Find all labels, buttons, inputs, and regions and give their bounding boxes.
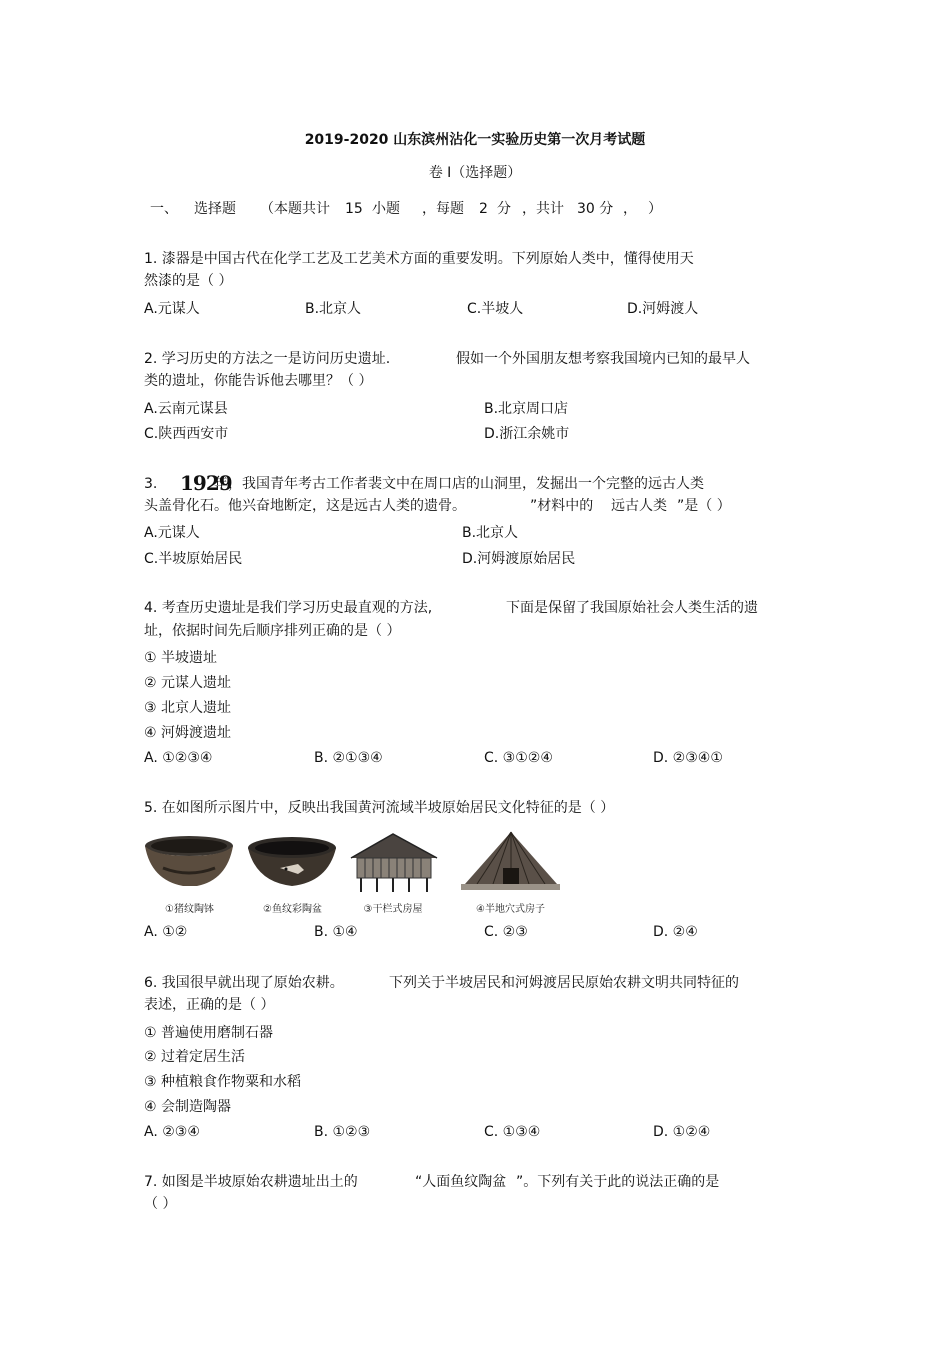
stilt-house-icon [343,828,443,900]
list-item: ① 普遍使用磨制石器 [144,1025,274,1041]
section-number: 一、 [150,201,178,217]
option-d[interactable]: D.浙江余姚市 [484,426,570,442]
option-c[interactable]: C. ②③ [484,924,528,940]
question-text: （ ） [144,1196,177,1212]
list-item: ① 半坡遗址 [144,650,218,666]
page-title: 2019-2020 山东滨州沾化一实验历史第一次月考试题 [304,132,646,148]
question-text: 下面是保留了我国原始社会人类生活的遗 [506,600,758,616]
question-text: 1. 漆器是中国古代在化学工艺及工艺美术方面的重要发明。下列原始人类中，懂得使用天 [144,251,694,267]
option-b[interactable]: B. ①④ [314,924,358,940]
pig-pattern-bowl-image [143,828,236,916]
question-text: 类的遗址，你能告诉他去哪里？（ ） [144,373,373,389]
option-a[interactable]: A.元谋人 [144,525,200,541]
image-caption: ②鱼纹彩陶盆 [263,904,322,915]
question-text: ”。下列有关于此的说法正确的是 [516,1174,720,1190]
question-text: 假如一个外国朋友想考察我国境内已知的最早人 [456,351,750,367]
question-text: 然漆的是（ ） [144,273,233,289]
paper-subtitle: 卷 I（选择题） [428,165,522,181]
question-number: 3. [144,476,158,492]
option-b[interactable]: B.北京人 [305,301,362,317]
question-text: 6. 我国很早就出现了原始农耕。 [144,975,344,991]
option-a[interactable]: A.云南元谋县 [144,401,228,417]
list-item: ③ 北京人遗址 [144,700,232,716]
option-d[interactable]: D. ②③④① [653,750,723,766]
question-text: 头盖骨化石。他兴奋地断定，这是远古人类的遗骨。 [144,498,466,514]
section-text: ，共计 [522,201,564,217]
question-text: 表述，正确的是（ ） [144,997,275,1013]
option-b[interactable]: B.北京周口店 [484,401,569,417]
option-a[interactable]: A. ②③④ [144,1124,200,1140]
option-c[interactable]: C.半坡人 [467,301,524,317]
question-text: “人面鱼纹陶盆 [415,1174,507,1190]
image-caption: ④半地穴式房子 [476,904,545,915]
basin-icon [246,828,339,900]
section-label: 选择题 [194,201,236,217]
question-text: 4. 考查历史遗址是我们学习历史最直观的方法, [144,600,433,616]
fish-pattern-basin-image [246,828,339,916]
question-text: 7. 如图是半坡原始农耕遗址出土的 [144,1174,358,1190]
section-text: ， [623,201,637,217]
option-a[interactable]: A. ①② [144,924,188,940]
list-item: ④ 河姆渡遗址 [144,725,232,741]
list-item: ④ 会制造陶器 [144,1099,232,1115]
option-c[interactable]: C.半坡原始居民 [144,551,243,567]
section-total: 30 分 [577,201,614,217]
list-item: ③ 种植粮食作物粟和水稻 [144,1074,302,1090]
option-d[interactable]: D.河姆渡原始居民 [462,551,576,567]
section-text: 分 [497,201,511,217]
option-c[interactable]: C. ①③④ [484,1124,541,1140]
question-text: 5. 在如图所示图片中，反映出我国黄河流域半坡原始居民文化特征的是（ ） [144,800,615,816]
option-b[interactable]: B.北京人 [462,525,519,541]
list-item: ② 元谋人遗址 [144,675,232,691]
option-c[interactable]: C.陕西西安市 [144,426,229,442]
section-text: （本题共计 [260,201,330,217]
option-a[interactable]: A. ①②③④ [144,750,213,766]
section-text: ） [648,201,662,217]
question-text: ”是（ ） [677,498,731,514]
question-text: 远古人类 [611,498,667,514]
question-text: ”材料中的 [530,498,594,514]
question-text: 年，我国青年考古工作者裴文中在周口店的山洞里，发掘出一个完整的远古人类 [214,476,704,492]
question-text: 址，依据时间先后顺序排列正确的是（ ） [144,623,401,639]
option-d[interactable]: D. ②④ [653,924,698,940]
image-caption: ①猪纹陶钵 [165,904,214,915]
question-text: 下列关于半坡居民和河姆渡居民原始农耕文明共同特征的 [389,975,739,991]
section-points: 2 [479,201,488,217]
semi-subterranean-house-image [457,828,564,916]
option-d[interactable]: D.河姆渡人 [627,301,699,317]
thatched-hut-icon [457,828,564,900]
section-count: 15 [345,201,363,217]
section-text: 小题 [372,201,400,217]
section-text: ，每题 [422,201,464,217]
question-text: 2. 学习历史的方法之一是访问历史遗址. [144,351,391,367]
image-caption: ③干栏式房屋 [363,904,423,915]
bowl-icon [143,828,236,900]
year-figure: 1929 [180,471,232,495]
stilt-house-image [343,828,443,916]
option-a[interactable]: A.元谋人 [144,301,200,317]
option-c[interactable]: C. ③①②④ [484,750,553,766]
option-d[interactable]: D. ①②④ [653,1124,711,1140]
list-item: ② 过着定居生活 [144,1049,246,1065]
option-b[interactable]: B. ②①③④ [314,750,383,766]
option-b[interactable]: B. ①②③ [314,1124,371,1140]
